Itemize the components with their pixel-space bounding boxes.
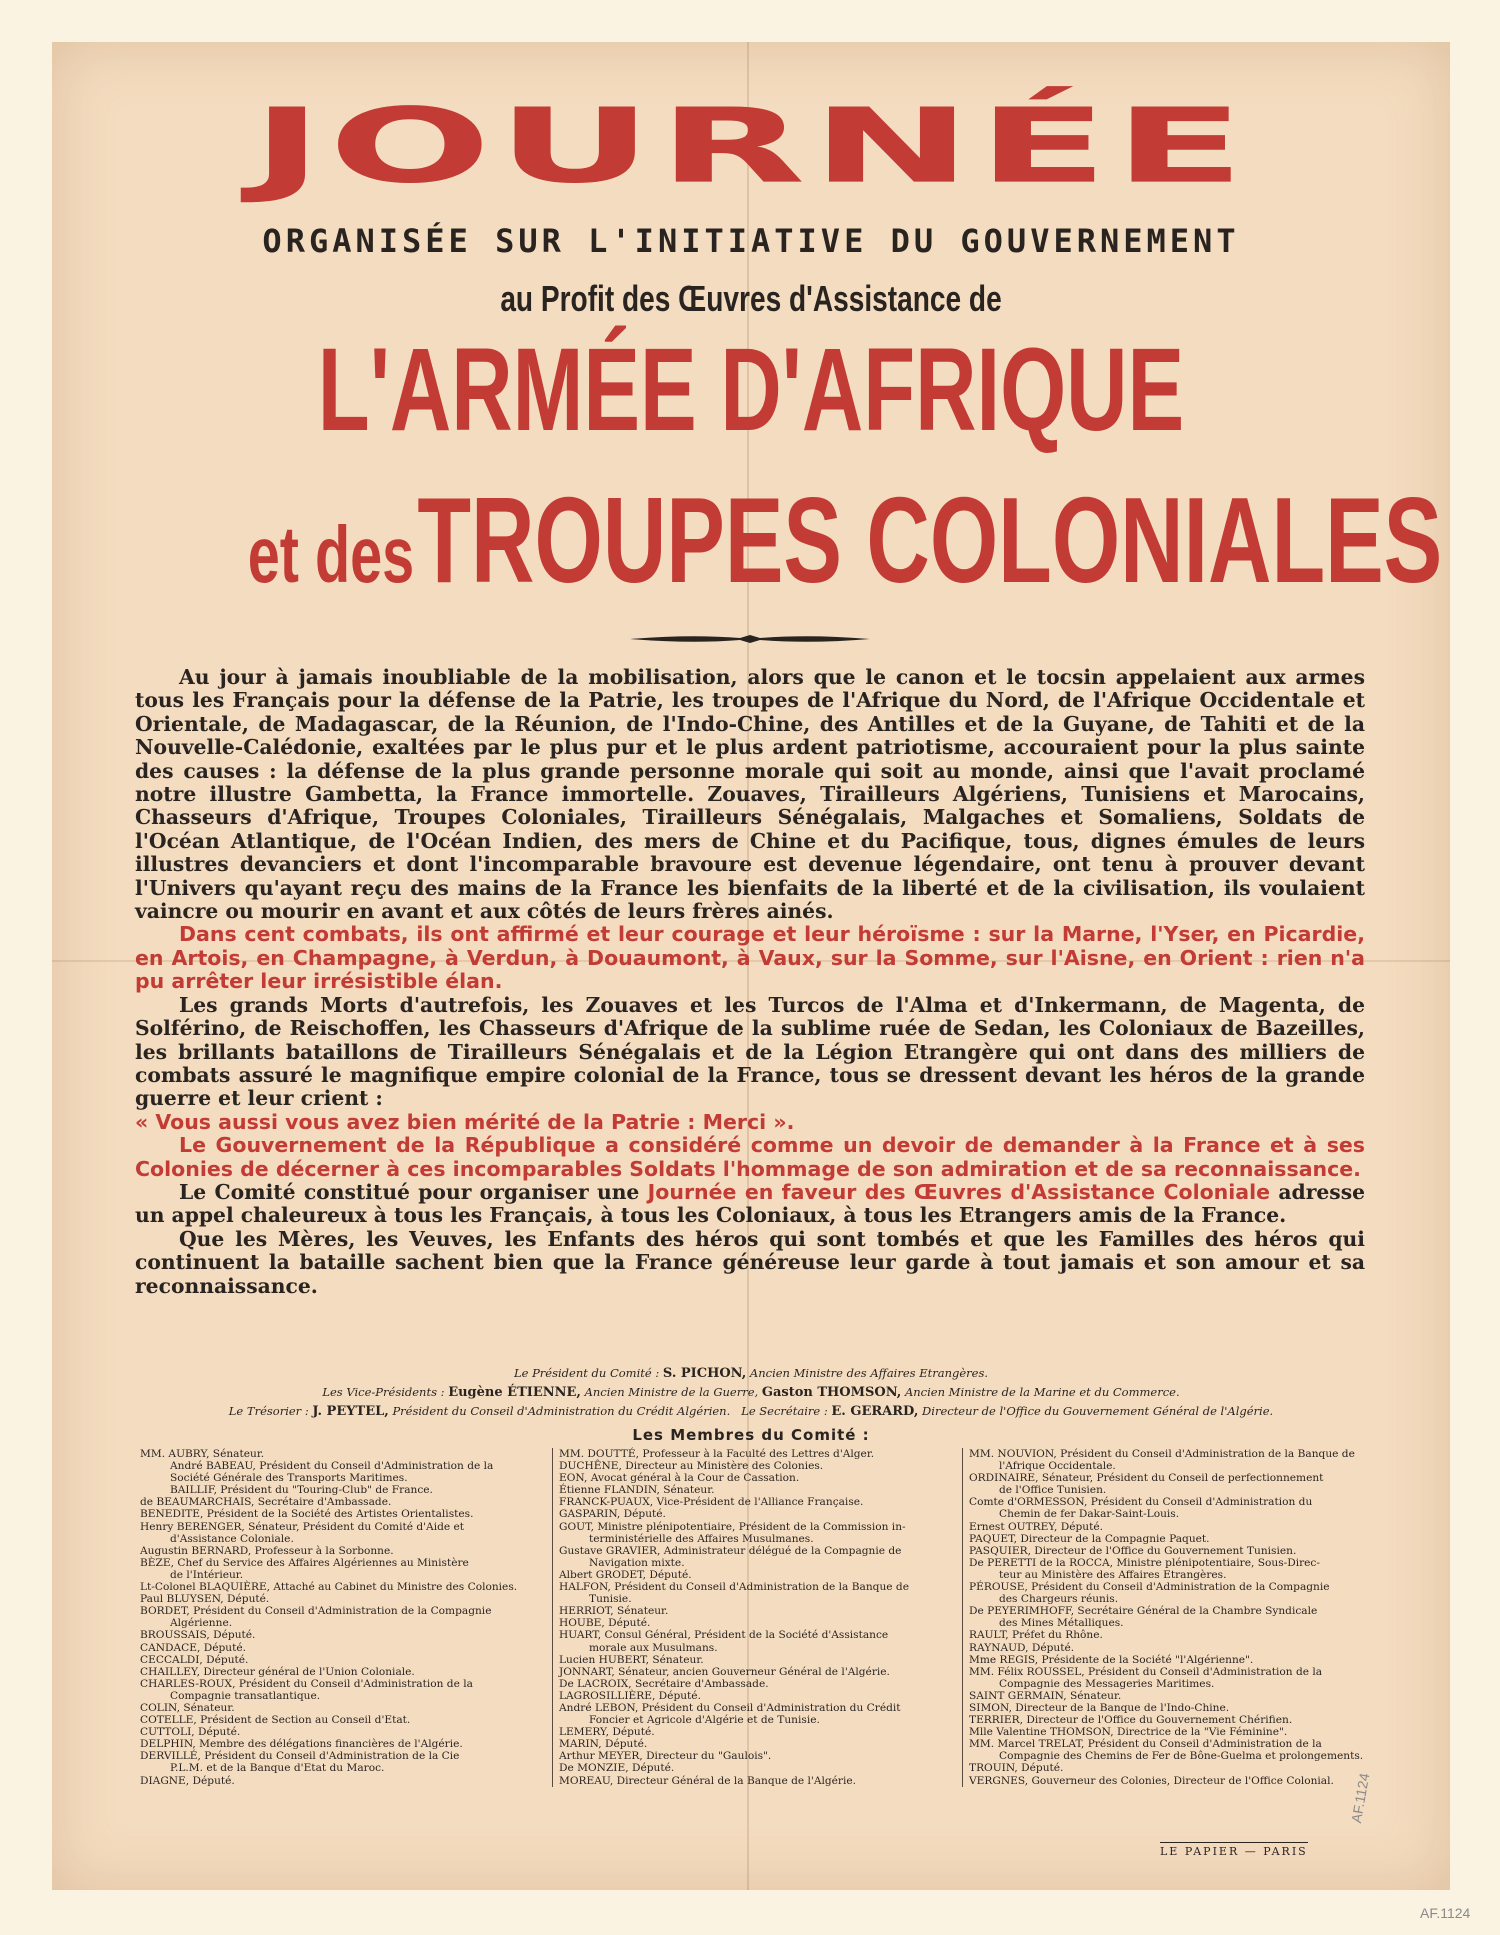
member-line: PAQUET, Directeur de la Compagnie Paquet. (969, 1532, 1210, 1545)
member-line: DIAGNE, Député. (140, 1774, 235, 1787)
member-line: PASQUIER, Directeur de l'Office du Gouvernement Tunisien. (969, 1544, 1297, 1557)
member-line: BENEDITE, Président de la Société des Artistes Orientalistes. (140, 1508, 474, 1521)
member-line: Chemin de fer Dakar-Saint-Louis. (999, 1508, 1180, 1521)
paragraph-5 (135, 1181, 1365, 1228)
member-line: LEMERY, Député. (559, 1726, 655, 1739)
paragraph-3-quote: « Vous aussi vous avez bien mérité de la Patrie : Merci ». (135, 1109, 795, 1134)
vp-label: Les Vice-Présidents : (322, 1385, 445, 1399)
member-line: CECCALDI, Député. (140, 1653, 249, 1666)
body-text (135, 666, 1365, 1298)
member-line: COTELLE, Président de Section au Conseil d'Etat. (140, 1714, 411, 1727)
member-line: MM. Marcel TRELAT, Président du Conseil d'Administration de la (969, 1738, 1322, 1751)
paragraph-5-emph: Journée en faveur des Œuvres d'Assistance Coloniale (647, 1179, 1271, 1204)
member-line: Henry BERENGER, Sénateur, Président du Comité d'Aide et (140, 1520, 465, 1533)
member-line: BAILLIF, Président du "Touring-Club" de France. (170, 1484, 433, 1497)
member-line: Foncier et Agricole d'Algérie et de Tunisie. (589, 1714, 820, 1727)
tresorier-desc: Président du Conseil d'Administration du Crédit Algérien. (392, 1404, 731, 1418)
member-line: Gustave GRAVIER, Administrateur délégué de la Compagnie de (559, 1544, 902, 1557)
members-title: Les Membres du Comité : (632, 1426, 870, 1444)
bureau-president (52, 1366, 1450, 1381)
bureau-tresorier-secretaire (52, 1404, 1450, 1419)
tresorier-label: Le Trésorier : (228, 1404, 309, 1418)
member-line: RAULT, Préfet du Rhône. (969, 1629, 1103, 1642)
poster-title: JOURNÉE (251, 86, 1251, 207)
member-line: Algérienne. (170, 1617, 233, 1630)
members-column-2 (552, 1448, 959, 1787)
member-line: Mlle Valentine THOMSON, Directrice de la "Vie Féminine". (969, 1726, 1288, 1739)
ornament-divider (630, 632, 870, 646)
member-line: Lucien HUBERT, Sénateur. (559, 1653, 704, 1666)
subtitle: ORGANISÉE SUR L'INITIATIVE DU GOUVERNEMENT (262, 222, 1240, 260)
member-line: de l'Office Tunisien. (999, 1484, 1107, 1497)
members-column-3 (962, 1448, 1383, 1787)
member-line: CHARLES-ROUX, Président du Conseil d'Administration de la (140, 1677, 473, 1690)
member-line: MM. NOUVION, Président du Conseil d'Administration de la Banque de (969, 1448, 1355, 1460)
paragraph-4: Le Gouvernement de la République a considéré comme un devoir de demander à la France et à ses Colonies de décerner à ces incomparables Soldats l'hommage de son admiration et de sa reconnaissance. (135, 1133, 1365, 1181)
member-line: CHAILLEY, Directeur général de l'Union Coloniale. (140, 1665, 415, 1678)
troupes-prefix: et des (247, 510, 415, 599)
member-line: BROUSSAIS, Député. (140, 1629, 256, 1642)
secretaire-label: Le Secrétaire : (741, 1404, 828, 1418)
paragraph-3-text: Les grands Morts d'autrefois, les Zouaves et les Turcos de l'Alma et d'Inkermann, de Magenta, de Solférino, de Reischoffen, les Chasseurs d'Afrique de la sublime ruée de Sedan, les Coloniaux de Bazeilles, les brillants bataillons de Tirailleurs Sénégalais et de la Légion Etrangère qui ont dans des milliers de combats assuré le magnifique empire colonial de la France, tous se dressent devant les héros de la grande guerre et leur crient : (135, 992, 1365, 1111)
troupes-heading (247, 472, 1443, 643)
member-line: Mme REGIS, Présidente de la Société "l'Algérienne". (969, 1653, 1254, 1666)
vp2-desc: Ancien Ministre de la Marine et du Commerce. (904, 1385, 1180, 1399)
armee-heading: L'ARMÉE D'AFRIQUE (317, 324, 1185, 456)
paragraph-5-b: adresse un appel chaleureux à tous les Français, à tous les Coloniaux, à tous les Etrangers amis de la France. (135, 1179, 1366, 1228)
paragraph-1: Au jour à jamais inoubliable de la mobilisation, alors que le canon et le tocsin appelaient aux armes tous les Français pour la défense de la Patrie, les troupes de l'Afrique du Nord, de l'Afrique Occidentale et Orientale, de Madagascar, de la Réunion, de l'Indo-Chine, des Antilles et de la Guyane, de Tahiti et de la Nouvelle-Calédonie, exaltées par le plus pur et le plus ardent patriotisme, accouraient pour la plus sainte des causes : la défense de la plus grande personne morale qui soit au monde, ainsi que l'avait proclamé notre illustre Gambetta, la France immortelle. Zouaves, Tirailleurs Algériens, Tunisiens et Marocains, Chasseurs d'Afrique, Troupes Coloniales, Tirailleurs Sénégalais, Malgaches et Somaliens, Soldats de l'Océan Atlantique, de l'Océan Indien, des mers de Chine et du Pacifique, tous, dignes émules de leurs illustres devanciers et dont l'incomparable bravoure est devenue légendaire, ont tenu à prouver devant l'Univers qu'ayant reçu des mains de la France les bienfaits de la liberté et de la civilisation, ils voulaient vaincre ou mourir en avant et aux côtés de leurs frères ainés. (135, 665, 1365, 924)
secretaire-name: E. GERARD, (831, 1404, 919, 1419)
member-line: de BEAUMARCHAIS, Secrétaire d'Ambassade. (140, 1496, 392, 1509)
member-line: l'Afrique Occidentale. (999, 1460, 1116, 1473)
bureau-vice-presidents (52, 1385, 1450, 1400)
member-line: BÈZE, Chef du Service des Affaires Algériennes au Ministère (140, 1556, 469, 1569)
president-label: Le Président du Comité : (513, 1366, 660, 1380)
paragraph-5-a: Le Comité constitué pour organiser une (179, 1179, 640, 1204)
tresorier-name: J. PEYTEL, (312, 1404, 389, 1419)
member-line: MARIN, Député. (559, 1738, 648, 1751)
member-line: André BABEAU, Président du Conseil d'Administration de la (170, 1460, 494, 1473)
member-line: ORDINAIRE, Sénateur, Président du Conseil de perfectionnement (969, 1472, 1324, 1485)
member-line: André LEBON, Président du Conseil d'Administration du Crédit (559, 1701, 901, 1714)
member-line: TROUIN, Député. (969, 1762, 1064, 1775)
member-line: CUTTOLI, Député. (140, 1726, 241, 1739)
member-line: MM. AUBRY, Sénateur. (140, 1448, 265, 1460)
secretaire-desc: Directeur de l'Office du Gouvernement Général de l'Algérie. (922, 1404, 1274, 1418)
member-line: morale aux Musulmans. (589, 1641, 718, 1654)
vp1-name: Eugène ÉTIENNE, (448, 1385, 581, 1400)
member-line: MM. Félix ROUSSEL, Président du Conseil d'Administration de la (969, 1665, 1323, 1678)
member-line: De PEYERIMHOFF, Secrétaire Général de la Chambre Syndicale (969, 1605, 1318, 1618)
member-line: des Chargeurs réunis. (999, 1593, 1119, 1606)
member-line: PÉROUSE, Président du Conseil d'Administration de la Compagnie (969, 1581, 1330, 1594)
member-line: Tunisie. (589, 1593, 632, 1606)
member-line: MM. DOUTTÉ, Professeur à la Faculté des Lettres d'Alger. (559, 1448, 875, 1460)
member-line: Ernest OUTREY, Député. (969, 1520, 1103, 1533)
pencil-mark-poster: AF.1124 (1347, 1771, 1373, 1825)
member-line: Comte d'ORMESSON, Président du Conseil d'Administration du (969, 1496, 1313, 1509)
member-line: Paul BLUYSEN, Député. (140, 1593, 270, 1606)
member-line: De LACROIX, Secrétaire d'Ambassade. (559, 1677, 769, 1690)
member-line: HALFON, Président du Conseil d'Administration de la Banque de (559, 1581, 909, 1594)
member-line: Compagnie des Chemins de Fer de Bône-Guelma et prolongements. (999, 1750, 1364, 1763)
member-line: Augustin BERNARD, Professeur à la Sorbonne. (140, 1544, 394, 1557)
member-line: LAGROSILLIÈRE, Député. (559, 1689, 701, 1702)
member-line: CANDACE, Député. (140, 1641, 247, 1654)
member-line: RAYNAUD, Député. (969, 1641, 1075, 1654)
president-desc: Ancien Ministre des Affaires Etrangères. (749, 1366, 989, 1380)
member-line: BORDET, Président du Conseil d'Administration de la Compagnie (140, 1605, 492, 1618)
member-line: DUCHÊNE, Directeur au Ministère des Colonies. (559, 1460, 824, 1473)
member-line: Lt-Colonel BLAQUIÈRE, Attaché au Cabinet du Ministre des Colonies. (140, 1581, 518, 1594)
member-line: TERRIER, Directeur de l'Office du Gouvernement Chérifien. (969, 1714, 1293, 1727)
troupes-main: TROUPES COLONIALES (417, 472, 1443, 608)
vp2-name: Gaston THOMSON, (761, 1385, 902, 1400)
member-line: SIMON, Directeur de la Banque de l'Indo-Chine. (969, 1701, 1230, 1714)
member-line: Compagnie des Messageries Maritimes. (999, 1677, 1215, 1690)
member-line: SAINT GERMAIN, Sénateur. (969, 1689, 1122, 1702)
member-line: VERGNES, Gouverneur des Colonies, Directeur de l'Office Colonial. (969, 1774, 1334, 1787)
member-line: HERRIOT, Sénateur. (559, 1605, 669, 1618)
member-line: terministérielle des Affaires Musulmanes. (589, 1532, 814, 1545)
member-line: De PERETTI de la ROCCA, Ministre plénipotentiaire, Sous-Direc- (969, 1556, 1320, 1569)
member-line: FRANCK-PUAUX, Vice-Président de l'Alliance Française. (559, 1496, 864, 1509)
member-line: MOREAU, Directeur Général de la Banque de l'Algérie. (559, 1774, 857, 1787)
member-line: Société Générale des Transports Maritimes. (170, 1472, 408, 1485)
member-line: JONNART, Sénateur, ancien Gouverneur Général de l'Algérie. (559, 1665, 890, 1678)
member-line: GOUT, Ministre plénipotentiaire, Président de la Commission in- (559, 1520, 906, 1533)
paragraph-6: Que les Mères, les Veuves, les Enfants des héros qui sont tombés et que les Familles des héros qui continuent la bataille sachent bien que la France généreuse leur garde à tout jamais et son amour et sa reconnaissance. (135, 1226, 1365, 1298)
member-line: Albert GRODET, Député. (559, 1568, 692, 1581)
member-line: De MONZIE, Député. (559, 1762, 675, 1775)
president-name: S. PICHON, (662, 1366, 747, 1381)
printer-credit: LE PAPIER — PARIS (1160, 1842, 1308, 1858)
member-line: teur au Ministère des Affaires Etrangères. (999, 1568, 1227, 1581)
member-line: HOUBE, Député. (559, 1617, 651, 1630)
profit-line: au Profit des Œuvres d'Assistance de (500, 278, 1002, 319)
member-line: Arthur MEYER, Directeur du "Gaulois". (559, 1750, 772, 1763)
member-line: DERVILLÉ, Président du Conseil d'Administration de la Cie (140, 1750, 460, 1763)
member-line: EON, Avocat général à la Cour de Cassation. (559, 1472, 800, 1485)
member-line: d'Assistance Coloniale. (170, 1532, 294, 1545)
member-line: GASPARIN, Député. (559, 1508, 666, 1521)
member-line: de l'Intérieur. (170, 1568, 244, 1581)
member-line: Compagnie transatlantique. (170, 1689, 321, 1702)
member-line: Étienne FLANDIN, Sénateur. (559, 1484, 715, 1497)
member-line: COLIN, Sénateur. (140, 1701, 235, 1714)
members-column-1 (140, 1448, 560, 1787)
member-line: Navigation mixte. (589, 1556, 685, 1569)
paragraph-2: Dans cent combats, ils ont affirmé et leur courage et leur héroïsme : sur la Marne, l'Yser, en Picardie, en Artois, en Champagne, à Verdun, à Douaumont, à Vaux, sur la Somme, sur l'Aisne, en Orient : rien n'a pu arrêter leur irrésistible élan. (135, 922, 1365, 994)
paragraph-3 (135, 994, 1365, 1134)
member-line: HUART, Consul Général, Président de la Société d'Assistance (559, 1629, 889, 1642)
member-line: des Mines Métalliques. (999, 1617, 1124, 1630)
member-line: P.L.M. et de la Banque d'Etat du Maroc. (170, 1762, 385, 1775)
member-line: DELPHIN, Membre des délégations financières de l'Algérie. (140, 1738, 463, 1751)
vp1-desc: Ancien Ministre de la Guerre, (584, 1385, 759, 1399)
pencil-mark-margin: AF.1124 (1420, 1905, 1471, 1921)
